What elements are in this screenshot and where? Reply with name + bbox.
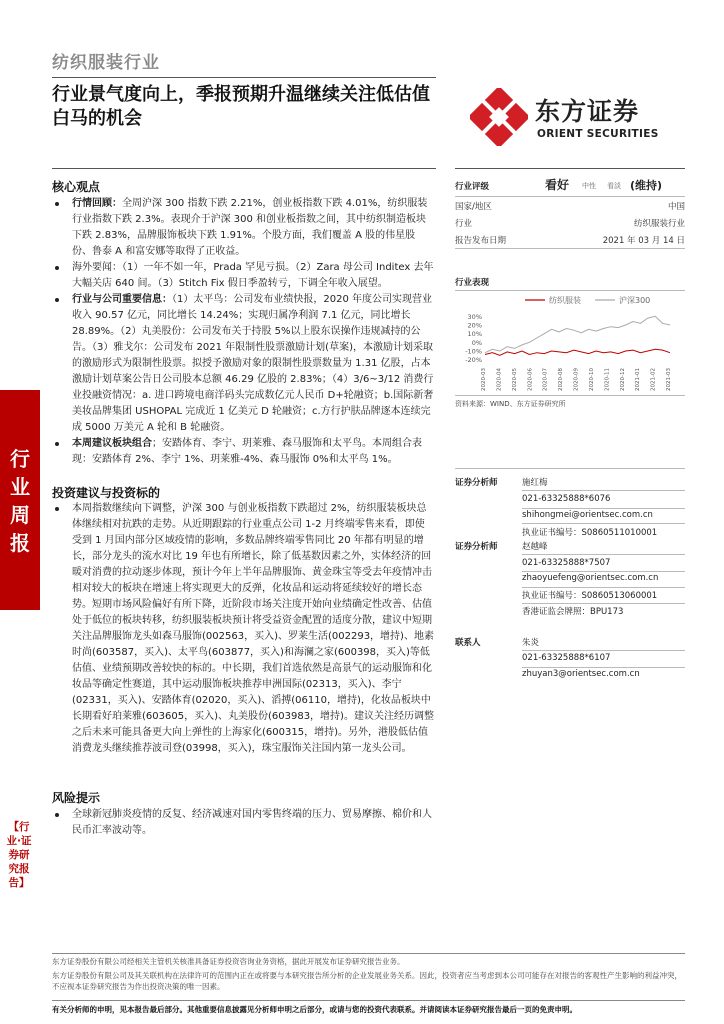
rating-value: 看好 <box>545 178 570 192</box>
divider <box>522 508 685 509</box>
divider <box>455 248 685 249</box>
rating-label: 行业评级 <box>455 182 490 192</box>
sidebar-label: 行业周报 <box>10 447 30 555</box>
risk-section <box>52 807 434 839</box>
divider <box>52 168 436 169</box>
orient-securities-logo-icon <box>470 88 528 146</box>
x-tick-label: 2020-12 <box>619 368 626 391</box>
x-tick-label: 2020-10 <box>588 368 595 391</box>
report-title: 行业景气度向上，季报预期升温继续关注低估值白马的机会 <box>52 84 430 129</box>
core-views-heading: 核心观点 <box>52 180 101 194</box>
analyst-role: 证券分析师 <box>455 542 498 552</box>
divider <box>522 571 685 572</box>
divider <box>522 667 685 668</box>
analyst-email[interactable]: shihongmei@orientsec.com.cn <box>522 510 653 520</box>
y-tick-label: 0% <box>471 338 482 347</box>
divider <box>522 554 685 555</box>
list-item: 本周指数继续向下调整，沪深 300 与创业板指数下跌超过 2%，纺织服装板块总体继续相对抗跌的走势。从近期跟踪的行业重点公司 1-2 月终端零售来看，即使受到 1 月国内部分区域疫情的影响，多数品牌终端零售同比 20 年都有明显的增长，部分龙头的流水对比 19 年也有所增长，除了低基数因素之外，实体经济的回暖对消费的拉动逐步体现，预计今年上半年品牌服饰、黄金珠宝等受去年疫情冲击相对较大的板块在增速上将实现更大的反弹，化妆品和运动将延续较好的增长态势。短期市场风险偏好有所下降，近阶段市场关注度开始向业绩确定性改善、估值处于低位的板块转移，纺织服装板块预计将受益资金配置的适度分散，建议中短期关注品牌服饰龙头如森马服饰(002563，买入)、罗莱生活(002293，增持)、地素时尚(603587，买入)、太平鸟(603877，买入)和海澜之家(600398，买入)等低估值、业绩预期改善较快的标的。中长期，我们首选依然是高景气的运动服饰和化妆品等确定性赛道，其中运动服饰板块推荐申洲国际(02313，买入)、李宁(02331，买入)、安踏体育(02020，买入)、滔搏(06110，增持)，化妆品板块中长期看好珀莱雅(603605，买入)、丸美股份(603983，增持)。建议关注经历调整之后未来可能具备更大向上弹性的上海家化(600315，增持)。另外，港股低估值消费龙头继续推荐波司登(03998，买入)，珠宝服饰关注国内第一龙头公司。 <box>52 501 434 757</box>
divider <box>522 523 685 524</box>
y-tick-label: 10% <box>467 330 482 339</box>
x-tick-label: 2020-08 <box>558 368 565 391</box>
series-line <box>485 316 670 352</box>
x-tick-label: 2021-02 <box>650 368 657 391</box>
analyst-phone: 021-63325888*6076 <box>522 494 611 504</box>
legend-label: 纺织服装 <box>549 296 581 305</box>
chart-title: 行业表现 <box>455 278 490 288</box>
x-tick-label: 2020-06 <box>527 368 534 391</box>
logo-name-en: ORIENT SECURITIES <box>537 128 659 140</box>
footer-qualification: 东方证券股份有限公司经相关主管机关核准具备证券投资咨询业务资格，据此开展发布证券研究报告业务。 <box>52 957 405 966</box>
divider <box>522 603 685 604</box>
divider <box>52 953 685 954</box>
rating-option-neutral: 中性 <box>582 182 596 190</box>
list-item: 行业与公司重要信息：（1）太平鸟：公司发布业绩快报，2020 年度公司实现营业收入 90.57 亿元，同比增长 14.24%；实现归属净利润 7.1 亿元，同比增长 28.89%。（2）丸美股份：公司发布关于持股 5%以上股东误操作违规减持的公告。（3）雅戈尔：公司发布 2021 年限制性股票激励计划(草案)，本激励计划采取的激励形式为限制性股票。拟授予激励对象的限制性股票数量为 1.31 亿股，占本激励计划草案公告日公司股本总额 46.29 亿股的 2.83%；（4）3/6~3/12 消费行业投融资情况：a. 进口跨境电商洋码头完成数亿元人民币 D+轮融资；b.国际新奢美妆品牌集团 USHOPAL 完成近 1 亿美元 D 轮融资；c.方行护肤品牌逐本连续完成 5000 万美元 A 轮和 B 轮融资。 <box>52 292 434 436</box>
rating-status: (维持) <box>630 179 663 192</box>
y-tick-label: 20% <box>467 321 482 330</box>
x-tick-label: 2020-07 <box>542 368 549 391</box>
x-tick-label: 2021-03 <box>666 368 672 391</box>
series-line <box>485 349 670 355</box>
divider <box>455 395 685 396</box>
analyst-phone: 021-63325888*7507 <box>522 558 611 568</box>
divider <box>522 490 685 491</box>
x-tick-label: 2020-05 <box>511 368 518 391</box>
list-item: 行情回顾：全周沪深 300 指数下跌 2.21%，创业板指数下跌 4.01%，纺织服装行业指数下跌 2.3%。表现介于沪深 300 和创业板指数之间，其中纺织制造板块下跌 2.83%，品牌服饰板块下跌 1.91%。个股方面，我们覆盖 A 股的伟星股份、鲁泰 A 和富安娜等取得了正收益。 <box>52 196 434 260</box>
analyst-name: 赵越峰 <box>522 542 548 552</box>
list-item: 本周建议板块组合；安踏体育、李宁、玥莱雅、森马服饰和太平鸟。本周组合表现：安踏体育 2%、李宁 1%、玥莱雅-4%、森马服饰 0%和太平鸟 1%。 <box>52 436 434 468</box>
y-tick-label: 30% <box>467 312 482 321</box>
analyst-license: 执业证书编号：S0860511010001 <box>522 528 658 538</box>
industry-label: 纺织服装行业 <box>52 53 160 73</box>
analyst-license: 执业证书编号：S0860513060001 <box>522 591 658 601</box>
contact-phone: 021-63325888*6107 <box>522 653 611 663</box>
divider <box>522 587 685 588</box>
analyst-name: 施红梅 <box>522 478 548 488</box>
footer-disclosure: 东方证券股份有限公司及其关联机构在法律许可的范围内正在或将要与本研究报告所分析的企业发展业务关系。因此，投资者应当考虑到本公司可能存在对报告的客观性产生影响的利益冲突，不应视本证券研究报告为作出投资决策的唯一因素。 <box>52 971 682 991</box>
divider <box>52 77 436 78</box>
x-tick-label: 2021-01 <box>635 368 642 391</box>
risk-heading: 风险提示 <box>52 791 101 805</box>
list-item: 全球新冠肺炎疫情的反复、经济减速对国内零售终端的压力、贸易摩擦、棉价和人民币汇率波动等。 <box>52 807 434 839</box>
x-tick-label: 2020-11 <box>604 368 611 391</box>
divider <box>455 168 685 169</box>
x-tick-label: 2020-03 <box>481 368 487 391</box>
investment-section <box>52 501 434 757</box>
legend-label: 沪深300 <box>619 296 651 305</box>
divider <box>522 650 685 651</box>
chart-source: 资料来源：WIND、东方证券研究所 <box>455 400 566 408</box>
divider <box>455 290 685 291</box>
report-type-label: 【行业·证券研究报告】 <box>6 821 32 889</box>
divider <box>52 1000 685 1001</box>
y-tick-label: -20% <box>465 356 482 365</box>
analyst-hk-license: 香港证监会牌照：BPU173 <box>522 607 624 617</box>
analyst-role: 证券分析师 <box>455 478 498 488</box>
industry-performance-chart <box>455 292 685 392</box>
list-item: 海外要闻：（1）一年不如一年，Prada 罕见亏损。（2）Zara 母公司 Inditex 去年大幅关店 640 间。（3）Stitch Fix 假日季盈转亏，下调全年收入展望。 <box>52 260 434 292</box>
divider <box>455 196 685 197</box>
analyst-email[interactable]: zhaoyuefeng@orientsec.com.cn <box>522 573 659 583</box>
contact-name: 朱炎 <box>522 638 540 648</box>
x-tick-label: 2020-09 <box>573 368 580 391</box>
contact-email[interactable]: zhuyan3@orientsec.com.cn <box>522 669 640 679</box>
x-tick-label: 2020-04 <box>496 368 503 391</box>
rating-option-negative: 看淡 <box>607 182 621 190</box>
divider <box>455 468 685 469</box>
logo-name-cn: 东方证券 <box>535 97 640 126</box>
core-views-section <box>52 196 434 468</box>
investment-heading: 投资建议与投资标的 <box>52 486 161 500</box>
footer-disclaimer: 有关分析师的申明，见本报告最后部分。其他重要信息披露见分析师申明之后部分，或请与您的投资代表联系。并请阅读本证券研究报告最后一页的免责申明。 <box>52 1005 577 1014</box>
contact-role: 联系人 <box>455 638 481 648</box>
y-tick-label: -10% <box>465 347 482 356</box>
